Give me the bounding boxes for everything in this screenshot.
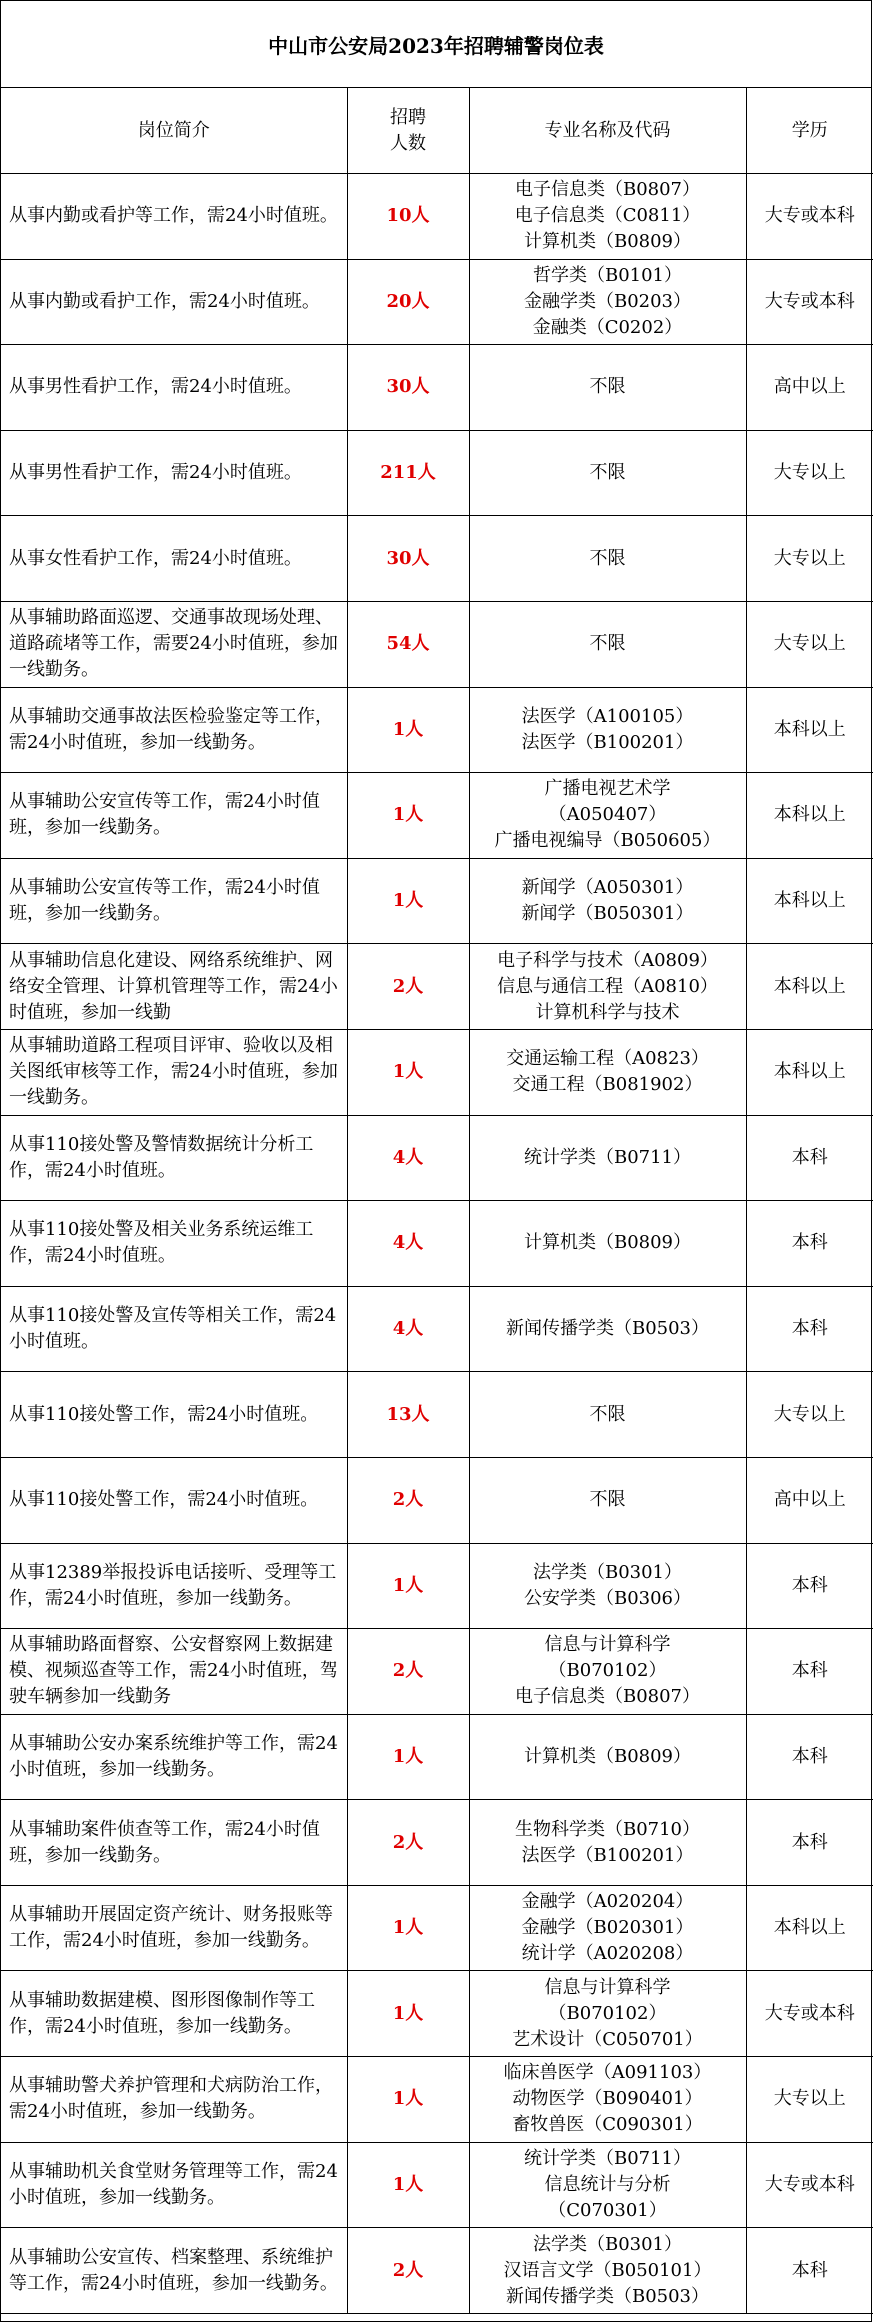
education-level: 大专或本科 xyxy=(746,174,873,260)
recruit-count: 1人 xyxy=(347,1714,469,1800)
recruit-count: 1人 xyxy=(347,1029,469,1115)
header-major: 专业名称及代码 xyxy=(469,88,746,174)
major-cell xyxy=(469,345,746,431)
header-edu: 学历 xyxy=(746,88,873,174)
job-description: 从事辅助路面督察、公安督察网上数据建模、视频巡查等工作，需24小时值班，驾驶车辆参加一线勤务 xyxy=(1,1629,347,1715)
header-row xyxy=(1,88,873,174)
job-description: 从事辅助道路工程项目评审、验收以及相关图纸审核等工作，需24小时值班，参加一线勤务。 xyxy=(1,1029,347,1115)
major-name: 交通运输工程（A0823） xyxy=(506,1048,709,1070)
header-desc: 岗位简介 xyxy=(1,88,347,174)
recruit-count: 1人 xyxy=(347,858,469,944)
major-cell xyxy=(469,1115,746,1201)
major-name: 不限 xyxy=(589,376,626,398)
education-level: 本科 xyxy=(746,1286,873,1372)
major-name: 法医学（B100201） xyxy=(521,1844,694,1866)
table-row xyxy=(1,944,873,1030)
education-level: 大专以上 xyxy=(746,2057,873,2143)
recruit-count: 30人 xyxy=(347,345,469,431)
major-cell xyxy=(469,1714,746,1800)
table-row xyxy=(1,858,873,944)
table-row xyxy=(1,430,873,516)
job-description: 从事110接处警及宣传等相关工作，需24小时值班。 xyxy=(1,1286,347,1372)
job-description: 从事男性看护工作，需24小时值班。 xyxy=(1,345,347,431)
major-name: （A050407） xyxy=(548,804,667,826)
major-cell xyxy=(469,1543,746,1629)
major-cell xyxy=(469,687,746,773)
major-name: 哲学类（B0101） xyxy=(532,264,683,286)
major-cell xyxy=(469,516,746,602)
job-description: 从事女性看护工作，需24小时值班。 xyxy=(1,516,347,602)
major-name: 新闻传播学类（B0503） xyxy=(505,2285,710,2307)
header-count-text: 招聘人数 xyxy=(390,106,426,154)
job-description: 从事110接处警工作，需24小时值班。 xyxy=(1,1372,347,1458)
major-name: 新闻传播学类（B0503） xyxy=(505,1318,710,1340)
major-cell xyxy=(469,1629,746,1715)
major-name: 法学类（B0301） xyxy=(532,2233,683,2255)
major-name: 金融学类（B0203） xyxy=(523,290,692,312)
recruit-count: 2人 xyxy=(347,1629,469,1715)
recruit-count: 20人 xyxy=(347,259,469,345)
major-cell xyxy=(469,1201,746,1287)
major-name: 统计学类（B0711） xyxy=(523,1146,692,1168)
major-name: 金融类（C0202） xyxy=(532,316,683,338)
major-name: 艺术设计（C050701） xyxy=(512,2028,703,2050)
recruit-count: 2人 xyxy=(347,1457,469,1543)
table-row xyxy=(1,1029,873,1115)
major-name: 法学类（B0301） xyxy=(532,1561,683,1583)
table-title: 中山市公安局2023年招聘辅警岗位表 xyxy=(1,1,871,88)
major-cell xyxy=(469,944,746,1030)
job-description: 从事辅助公安宣传等工作，需24小时值班，参加一线勤务。 xyxy=(1,773,347,859)
major-cell xyxy=(469,1457,746,1543)
table-row xyxy=(1,1115,873,1201)
education-level: 本科 xyxy=(746,1201,873,1287)
education-level: 大专或本科 xyxy=(746,2142,873,2228)
education-level: 本科 xyxy=(746,1543,873,1629)
major-cell xyxy=(469,2228,746,2314)
job-description: 从事辅助公安宣传等工作，需24小时值班，参加一线勤务。 xyxy=(1,858,347,944)
recruit-count: 13人 xyxy=(347,1372,469,1458)
table-row xyxy=(1,2057,873,2143)
major-name: 信息统计与分析 xyxy=(544,2173,671,2195)
job-description: 从事辅助开展固定资产统计、财务报账等工作，需24小时值班，参加一线勤务。 xyxy=(1,1885,347,1971)
education-level: 高中以上 xyxy=(746,345,873,431)
major-name: 电子信息类（B0807） xyxy=(514,1686,701,1708)
recruit-count: 30人 xyxy=(347,516,469,602)
table-row xyxy=(1,1714,873,1800)
education-level: 本科以上 xyxy=(746,858,873,944)
recruit-count: 54人 xyxy=(347,601,469,687)
major-name: 新闻学（B050301） xyxy=(521,903,694,925)
table-row xyxy=(1,1971,873,2057)
education-level: 本科以上 xyxy=(746,687,873,773)
table-row xyxy=(1,1629,873,1715)
job-table xyxy=(1,88,873,2314)
table-row xyxy=(1,687,873,773)
recruit-count: 1人 xyxy=(347,1971,469,2057)
major-name: （B070102） xyxy=(548,2002,667,2024)
recruit-count: 10人 xyxy=(347,174,469,260)
education-level: 本科 xyxy=(746,1714,873,1800)
major-name: 统计学类（B0711） xyxy=(523,2147,692,2169)
table-row xyxy=(1,1543,873,1629)
recruit-count: 2人 xyxy=(347,1800,469,1886)
major-cell xyxy=(469,2142,746,2228)
table-row xyxy=(1,174,873,260)
education-level: 大专以上 xyxy=(746,516,873,602)
table-row xyxy=(1,2228,873,2314)
job-description: 从事辅助信息化建设、网络系统维护、网络安全管理、计算机管理等工作，需24小时值班，参加一线勤 xyxy=(1,944,347,1030)
table-row xyxy=(1,345,873,431)
major-cell xyxy=(469,1286,746,1372)
major-name: 信息与计算科学 xyxy=(544,1976,671,1998)
major-cell xyxy=(469,858,746,944)
job-description: 从事12389举报投诉电话接听、受理等工作，需24小时值班，参加一线勤务。 xyxy=(1,1543,347,1629)
major-cell xyxy=(469,773,746,859)
education-level: 大专或本科 xyxy=(746,259,873,345)
education-level: 大专以上 xyxy=(746,601,873,687)
table-row xyxy=(1,516,873,602)
recruit-count: 2人 xyxy=(347,944,469,1030)
major-name: 信息与通信工程（A0810） xyxy=(497,975,718,997)
education-level: 本科以上 xyxy=(746,1885,873,1971)
job-description: 从事辅助公安办案系统维护等工作，需24小时值班，参加一线勤务。 xyxy=(1,1714,347,1800)
table-body xyxy=(1,174,873,2314)
table-row xyxy=(1,1201,873,1287)
major-cell xyxy=(469,1971,746,2057)
major-name: 不限 xyxy=(589,1403,626,1425)
education-level: 本科 xyxy=(746,1800,873,1886)
table-row xyxy=(1,2142,873,2228)
recruit-count: 2人 xyxy=(347,2228,469,2314)
recruit-count: 4人 xyxy=(347,1115,469,1201)
major-name: 信息与计算科学 xyxy=(544,1634,671,1656)
table-row xyxy=(1,1800,873,1886)
major-name: 畜牧兽医（C090301） xyxy=(512,2114,703,2136)
table-row xyxy=(1,259,873,345)
table-row xyxy=(1,1885,873,1971)
education-level: 本科 xyxy=(746,2228,873,2314)
recruit-count: 1人 xyxy=(347,2057,469,2143)
table-row xyxy=(1,601,873,687)
recruit-count: 1人 xyxy=(347,1885,469,1971)
major-cell xyxy=(469,1885,746,1971)
major-cell xyxy=(469,601,746,687)
recruit-count: 4人 xyxy=(347,1286,469,1372)
education-level: 本科以上 xyxy=(746,773,873,859)
major-name: 法医学（A100105） xyxy=(521,705,694,727)
job-description: 从事男性看护工作，需24小时值班。 xyxy=(1,430,347,516)
major-name: 不限 xyxy=(589,462,626,484)
education-level: 本科 xyxy=(746,1115,873,1201)
major-name: 计算机科学与技术 xyxy=(535,1001,680,1023)
job-description: 从事110接处警及警情数据统计分析工作，需24小时值班。 xyxy=(1,1115,347,1201)
major-name: 新闻学（A050301） xyxy=(521,877,694,899)
job-description: 从事110接处警工作，需24小时值班。 xyxy=(1,1457,347,1543)
table-row xyxy=(1,1372,873,1458)
job-description: 从事辅助公安宣传、档案整理、系统维护等工作，需24小时值班，参加一线勤务。 xyxy=(1,2228,347,2314)
education-level: 大专以上 xyxy=(746,430,873,516)
major-name: 广播电视艺术学 xyxy=(544,778,671,800)
major-cell xyxy=(469,1029,746,1115)
major-name: 金融学（B020301） xyxy=(521,1917,694,1939)
major-name: 电子信息类（B0807） xyxy=(514,179,701,201)
job-description: 从事110接处警及相关业务系统运维工作，需24小时值班。 xyxy=(1,1201,347,1287)
major-name: 广播电视编导（B050605） xyxy=(494,830,721,852)
major-name: 临床兽医学（A091103） xyxy=(503,2062,712,2084)
table-row xyxy=(1,1457,873,1543)
major-cell xyxy=(469,259,746,345)
table-row xyxy=(1,1286,873,1372)
major-name: （C070301） xyxy=(548,2199,667,2221)
recruit-count: 1人 xyxy=(347,687,469,773)
major-cell xyxy=(469,1372,746,1458)
job-description: 从事内勤或看护工作，需24小时值班。 xyxy=(1,259,347,345)
major-name: 汉语言文学（B050101） xyxy=(503,2259,712,2281)
job-description: 从事辅助机关食堂财务管理等工作，需24小时值班，参加一线勤务。 xyxy=(1,2142,347,2228)
job-description: 从事辅助路面巡逻、交通事故现场处理、道路疏堵等工作，需要24小时值班，参加一线勤务。 xyxy=(1,601,347,687)
recruit-count: 1人 xyxy=(347,2142,469,2228)
major-name: 电子信息类（C0811） xyxy=(514,205,701,227)
major-cell xyxy=(469,174,746,260)
job-description: 从事辅助警犬养护管理和犬病防治工作，需24小时值班，参加一线勤务。 xyxy=(1,2057,347,2143)
header-count xyxy=(347,88,469,174)
major-name: 计算机类（B0809） xyxy=(523,1745,692,1767)
major-cell xyxy=(469,2057,746,2143)
education-level: 高中以上 xyxy=(746,1457,873,1543)
major-name: 电子科学与技术（A0809） xyxy=(497,949,718,971)
recruit-count: 1人 xyxy=(347,773,469,859)
major-cell xyxy=(469,1800,746,1886)
major-name: 统计学（A020208） xyxy=(521,1943,694,1965)
education-level: 本科 xyxy=(746,1629,873,1715)
job-description: 从事辅助交通事故法医检验鉴定等工作，需24小时值班，参加一线勤务。 xyxy=(1,687,347,773)
education-level: 大专或本科 xyxy=(746,1971,873,2057)
job-description: 从事内勤或看护等工作，需24小时值班。 xyxy=(1,174,347,260)
major-name: （B070102） xyxy=(548,1660,667,1682)
recruit-count: 4人 xyxy=(347,1201,469,1287)
major-name: 不限 xyxy=(589,633,626,655)
education-level: 大专以上 xyxy=(746,1372,873,1458)
job-description: 从事辅助数据建模、图形图像制作等工作，需24小时值班，参加一线勤务。 xyxy=(1,1971,347,2057)
major-cell xyxy=(469,430,746,516)
major-name: 生物科学类（B0710） xyxy=(514,1818,701,1840)
major-name: 交通工程（B081902） xyxy=(512,1074,703,1096)
major-name: 不限 xyxy=(589,1489,626,1511)
job-description: 从事辅助案件侦查等工作，需24小时值班，参加一线勤务。 xyxy=(1,1800,347,1886)
major-name: 金融学（A020204） xyxy=(521,1891,694,1913)
major-name: 计算机类（B0809） xyxy=(523,1232,692,1254)
major-name: 法医学（B100201） xyxy=(521,731,694,753)
education-level: 本科以上 xyxy=(746,944,873,1030)
education-level: 本科以上 xyxy=(746,1029,873,1115)
major-name: 公安学类（B0306） xyxy=(523,1587,692,1609)
recruit-count: 1人 xyxy=(347,1543,469,1629)
major-name: 不限 xyxy=(589,547,626,569)
recruit-count: 211人 xyxy=(347,430,469,516)
major-name: 计算机类（B0809） xyxy=(523,231,692,253)
major-name: 动物医学（B090401） xyxy=(512,2088,703,2110)
table-row xyxy=(1,773,873,859)
